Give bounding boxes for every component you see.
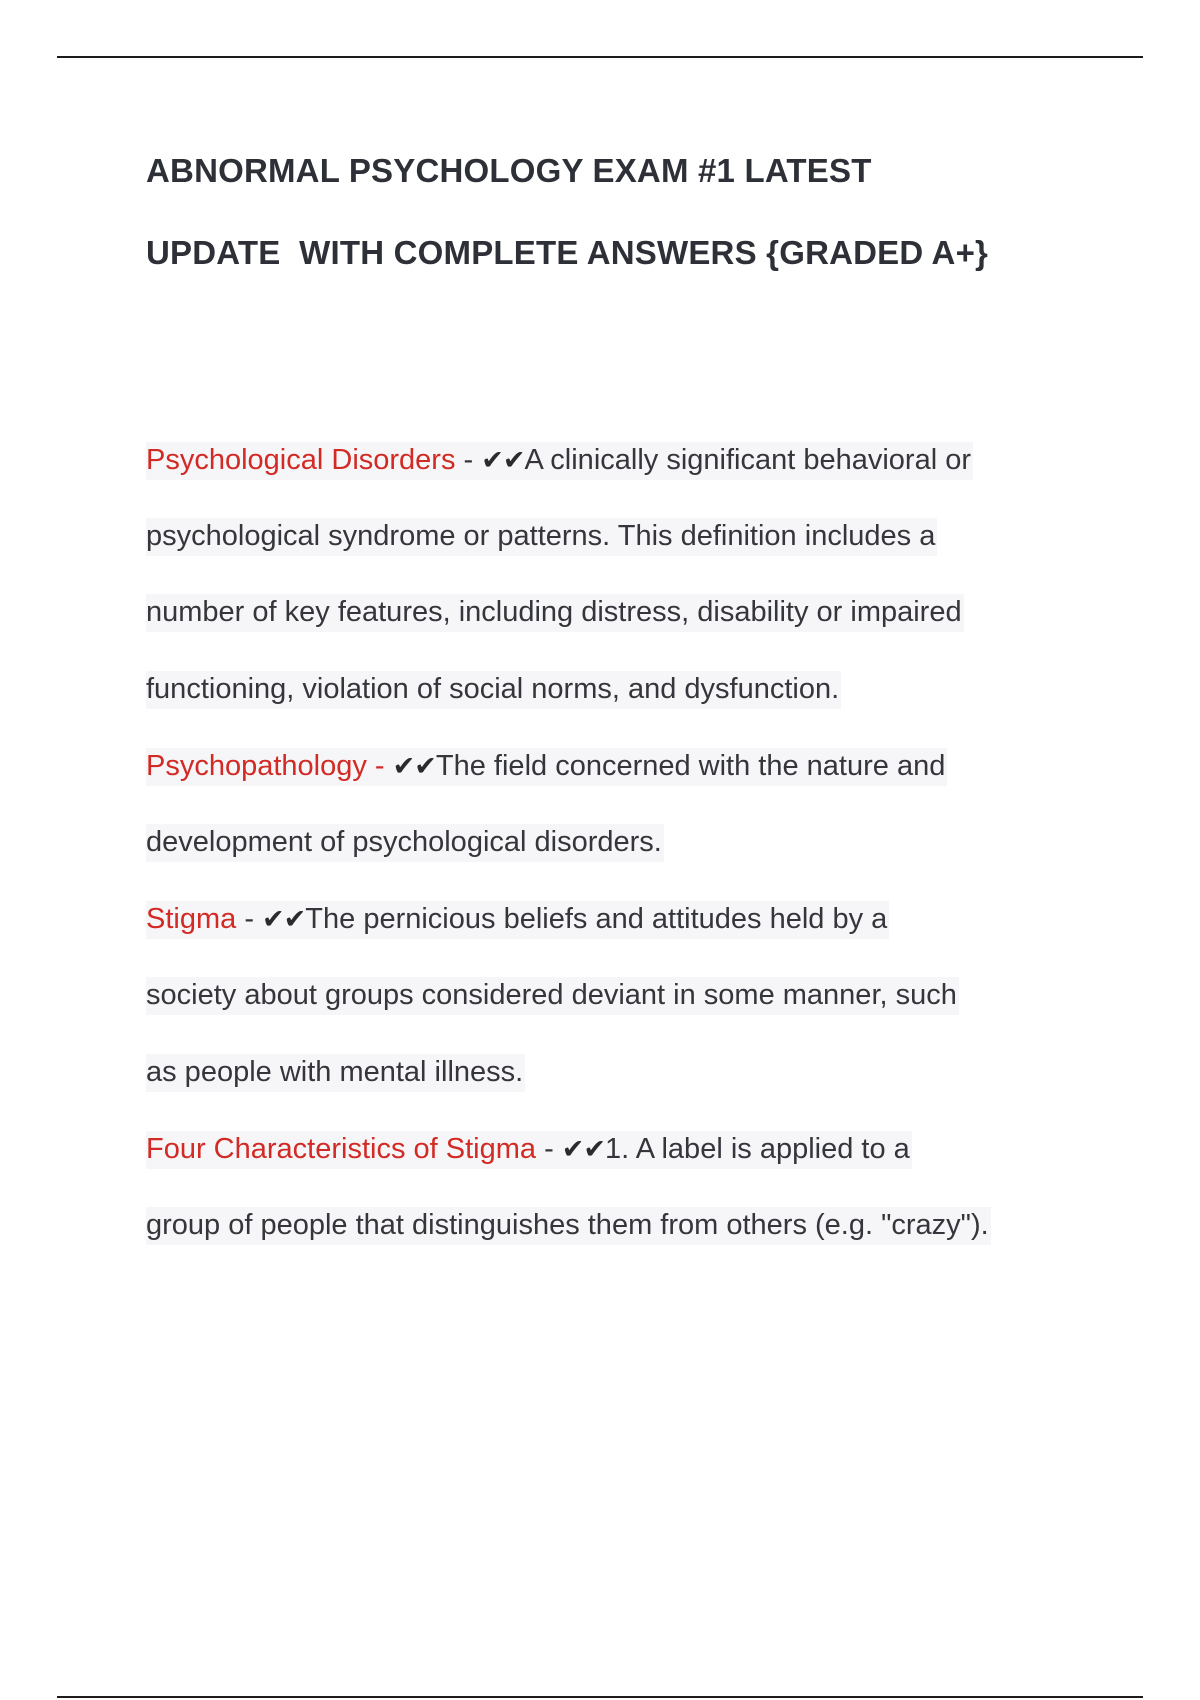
entry-answer-text: number of key features, including distress, disability or impaired — [146, 594, 964, 632]
entry-term: Four Characteristics of Stigma — [146, 1133, 537, 1165]
entry-answer-text: society about groups considered deviant in some manner, such — [146, 977, 959, 1015]
entry-answer-text: psychological syndrome or patterns. This definition includes a — [146, 518, 937, 556]
entry-line — [146, 750, 1106, 826]
double-check-icon: ✔✔ — [561, 1134, 606, 1165]
entry-psychopathology — [146, 750, 1106, 903]
entry-psychological-disorders — [146, 444, 1106, 750]
top-rule — [57, 56, 1143, 58]
entry-answer-text: The pernicious beliefs and attitudes held by a — [305, 903, 888, 935]
bottom-rule — [57, 1696, 1143, 1698]
title-line-2: UPDATE WITH COMPLETE ANSWERS {GRADED A+} — [146, 234, 989, 271]
entry-line — [146, 1133, 1106, 1209]
document-title — [146, 130, 1126, 294]
entry-four-characteristics-of-stigma — [146, 1133, 1106, 1286]
entry-answer-text: The field concerned with the nature and — [435, 750, 946, 782]
entry-line — [146, 520, 1106, 596]
entry-line — [146, 444, 1106, 520]
double-check-icon: ✔✔ — [481, 445, 525, 476]
double-check-icon: ✔✔ — [392, 751, 436, 782]
entry-answer-text: A clinically significant behavioral or — [524, 444, 971, 476]
entry-separator: - — [536, 1133, 562, 1165]
entry-separator: - — [236, 903, 263, 935]
entry-separator: - — [455, 444, 482, 476]
entry-line — [146, 596, 1106, 673]
entry-answer-text: group of people that distinguishes them from others (e.g. "crazy"). — [146, 1207, 991, 1245]
entry-separator — [385, 750, 393, 782]
entry-term: Psychopathology - — [146, 750, 385, 782]
entry-term: Psychological Disorders — [146, 444, 456, 476]
entry-line — [146, 1209, 1106, 1286]
qa-entries — [146, 444, 1106, 1286]
entry-term: Stigma — [146, 903, 237, 935]
entry-line — [146, 673, 1106, 750]
entry-answer-text: 1. A label is applied to a — [605, 1133, 910, 1165]
entry-answer-text: functioning, violation of social norms, and dysfunction. — [146, 671, 841, 709]
entry-answer-text: development of psychological disorders. — [146, 824, 664, 862]
entry-line — [146, 826, 1106, 903]
entry-line — [146, 979, 1106, 1056]
entry-line — [146, 903, 1106, 979]
entry-answer-text: as people with mental illness. — [146, 1054, 525, 1092]
entry-line — [146, 1056, 1106, 1133]
entry-stigma — [146, 903, 1106, 1133]
double-check-icon: ✔✔ — [262, 904, 306, 935]
title-line-1: ABNORMAL PSYCHOLOGY EXAM #1 LATEST — [146, 152, 872, 189]
